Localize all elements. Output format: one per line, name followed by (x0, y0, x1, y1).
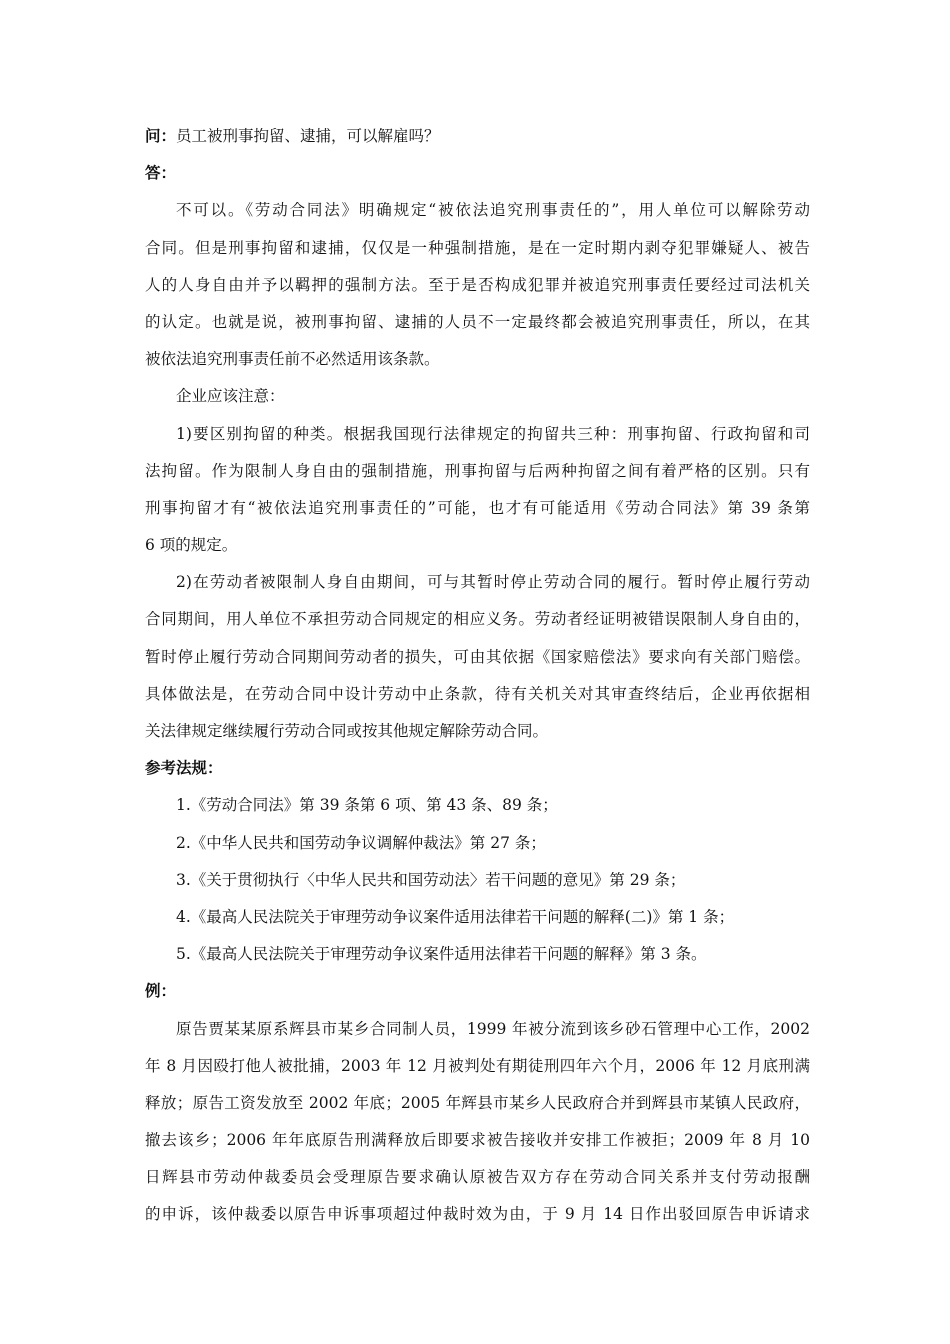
reference-item: 2.《中华人民共和国劳动争议调解仲裁法》第 27 条； (176, 833, 546, 852)
document-page (145, 118, 810, 1234)
question-label: 问： (145, 127, 177, 145)
reference-item: 1.《劳动合同法》第 39 条第 6 项、第 43 条、89 条； (176, 796, 558, 815)
point-1-line: 6 项的规定。 (145, 536, 238, 555)
question-line (145, 118, 810, 155)
references-list (145, 787, 810, 973)
answer-line: 被依法追究刑事责任前不必然适用该条款。 (145, 350, 440, 369)
references-heading: 参考法规： (145, 759, 223, 778)
example-line: 撤去该乡；2006 年年底原告刑满释放后即要求被告接收并安排工作被拒；2009 年 8 月 10 (145, 1131, 810, 1150)
example-line: 日辉县市劳动仲裁委员会受理原告要求确认原被告双方存在劳动合同关系并支付劳动报酬 (145, 1168, 810, 1187)
example-line: 年 8 月因殴打他人被批捕，2003 年 12 月被判处有期徒刑四年六个月，2006 年 12 月底刑满 (145, 1056, 810, 1075)
point-2-line: 具体做法是，在劳动合同中设计劳动中止条款，待有关机关对其审查终结后，企业再依据相 (145, 684, 810, 703)
point-1-line: 1)要区别拘留的种类。根据我国现行法律规定的拘留共三种：刑事拘留、行政拘留和司 (176, 424, 810, 443)
point-2-paragraph (145, 564, 810, 750)
reference-item: 4.《最高人民法院关于审理劳动争议案件适用法律若干问题的解释(二)》第 1 条； (176, 907, 735, 926)
example-line: 释放；原告工资发放至 2002 年底；2005 年辉县市某乡人民政府合并到辉县市某镇人民政府， (145, 1093, 810, 1112)
reference-item: 3.《关于贯彻执行〈中华人民共和国劳动法〉若干问题的意见》第 29 条； (176, 870, 686, 889)
reference-item: 5.《最高人民法院关于审理劳动争议案件适用法律若干问题的解释》第 3 条。 (176, 945, 707, 964)
point-2-line: 合同期间，用人单位不承担劳动合同规定的相应义务。劳动者经证明被错误限制人身自由的， (145, 610, 810, 629)
point-2-line: 暂时停止履行劳动合同期间劳动者的损失，可由其依据《国家赔偿法》要求向有关部门赔偿。 (145, 647, 810, 666)
answer-label: 答： (145, 164, 177, 183)
answer-line: 人的人身自由并予以羁押的强制方法。至于是否构成犯罪并被追究刑事责任要经过司法机关 (145, 275, 810, 294)
example-heading: 例： (145, 982, 177, 1001)
notice-heading: 企业应该注意： (176, 387, 285, 406)
question-text: 员工被刑事拘留、逮捕，可以解雇吗？ (176, 127, 440, 145)
answer-paragraph (145, 192, 810, 378)
point-2-line: 关法律规定继续履行劳动合同或按其他规定解除劳动合同。 (145, 722, 549, 740)
point-2-line: 2)在劳动者被限制人身自由期间，可与其暂时停止劳动合同的履行。暂时停止履行劳动 (176, 573, 810, 592)
answer-line: 不可以。《劳动合同法》明确规定“被依法追究刑事责任的”，用人单位可以解除劳动 (176, 201, 810, 220)
point-1-line: 法拘留。作为限制人身自由的强制措施，刑事拘留与后两种拘留之间有着严格的区别。只有 (145, 461, 810, 480)
example-line: 的申诉，该仲裁委以原告申诉事项超过仲裁时效为由，于 9 月 14 日作出驳回原告申诉请求 (145, 1205, 810, 1224)
answer-line: 合同。但是刑事拘留和逮捕，仅仅是一种强制措施，是在一定时期内剥夺犯罪嫌疑人、被告 (145, 238, 810, 257)
example-line: 原告贾某某原系辉县市某乡合同制人员，1999 年被分流到该乡砂石管理中心工作，2002 (176, 1019, 810, 1038)
example-paragraph (145, 1011, 810, 1234)
answer-line: 的认定。也就是说，被刑事拘留、逮捕的人员不一定最终都会被追究刑事责任，所以，在其 (145, 312, 810, 331)
point-1-line: 刑事拘留才有“被依法追究刑事责任的”可能，也才有可能适用《劳动合同法》第 39 条第 (145, 498, 810, 517)
point-1-paragraph (145, 416, 810, 565)
